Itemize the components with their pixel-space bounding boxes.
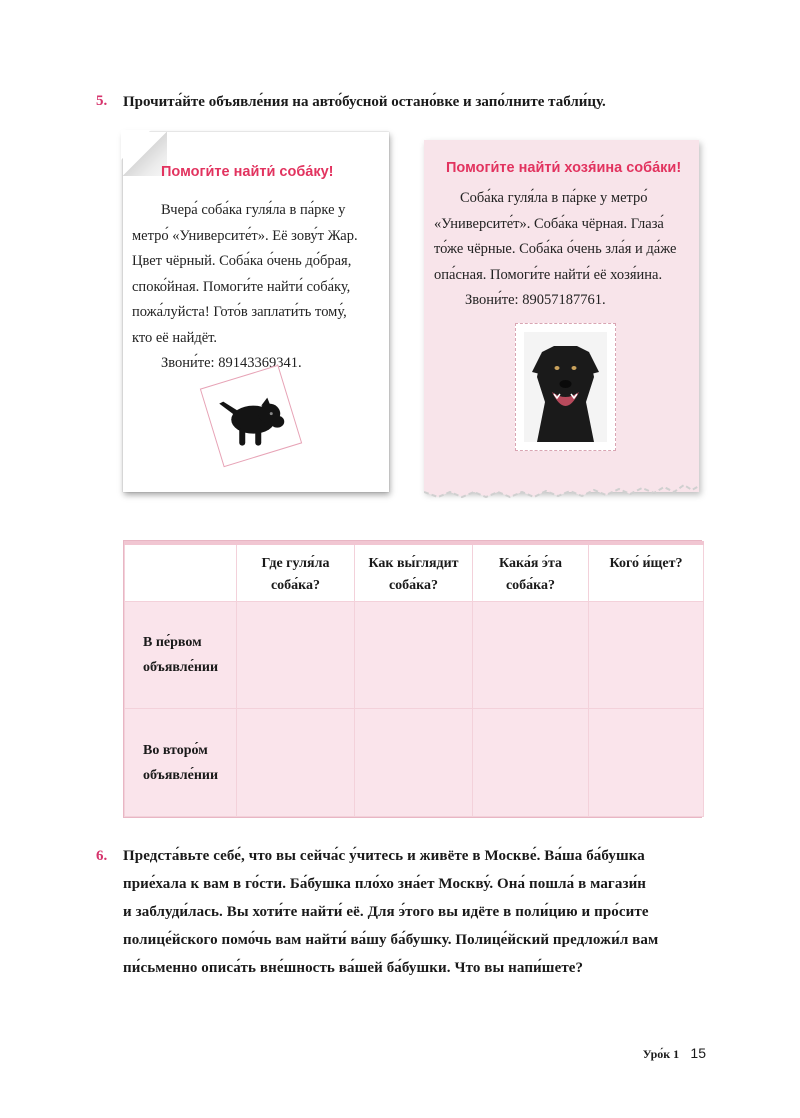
answer-cell[interactable] xyxy=(237,709,355,817)
notice-1-line: кто её найдёт. xyxy=(132,329,218,346)
task-6-line: и заблуди́лась. Вы хоти́те найти́ её. Для э́того вы идёте в поли́цию и про́сите xyxy=(123,904,649,920)
page-footer xyxy=(643,1045,706,1062)
page-number: 15 xyxy=(690,1045,706,1061)
dog-photo-2 xyxy=(515,323,616,451)
answer-cell[interactable] xyxy=(589,601,704,709)
notice-2-line: то́же чёрные. Соба́ка о́чень зла́я и да́же xyxy=(434,241,677,257)
task-6-text xyxy=(123,842,713,982)
table-header-character: Кака́я э́та соба́ка? xyxy=(473,543,589,601)
table-row xyxy=(125,601,704,709)
task-6-line: пи́сьменно описа́ть вне́шность ва́шей ба́бушки. Что вы напи́шете? xyxy=(123,960,584,976)
notice-2-title: Помоги́те найти́ хозя́ина соба́ки! xyxy=(446,160,682,176)
answer-cell[interactable] xyxy=(355,601,473,709)
answer-cell[interactable] xyxy=(473,709,589,817)
barking-dog-image xyxy=(524,332,607,442)
notice-1-body xyxy=(132,198,358,377)
black-dog-image xyxy=(211,376,293,458)
table-header-appearance: Как вы́глядит соба́ка? xyxy=(355,543,473,601)
lesson-label: Уро́к 1 xyxy=(642,1047,680,1061)
notice-1-line: споко́йная. Помоги́те найти́ соба́ку, xyxy=(132,278,351,295)
task-6-line: Предста́вьте себе́, что вы сейча́с у́читесь и живёте в Москве́. Ва́ша ба́бушка xyxy=(123,848,645,864)
notice-1-line: метро́ «Университе́т». Её зову́т Жар. xyxy=(132,227,358,244)
row-label-first: В пе́рвом объявле́нии xyxy=(125,601,237,709)
torn-edge xyxy=(424,470,709,504)
task-6-line: полице́йского помо́чь вам найти́ ва́шу ба́бушку. Полице́йский предложи́л вам xyxy=(123,932,659,948)
notice-2-line: опа́сная. Помоги́те найти́ её хозя́ина. xyxy=(434,266,663,283)
notice-2-line: Соба́ка гуля́ла в па́рке у метро́ xyxy=(460,190,648,206)
task-6-line: прие́хала к вам в го́сти. Ба́бушка пло́хо зна́ет Москву́. Она́ пошла́ в магази́н xyxy=(123,876,647,892)
answer-table xyxy=(123,540,702,818)
dog-photo-1 xyxy=(200,365,302,467)
notice-1-line: пожа́луйста! Гото́в заплати́ть тому́, xyxy=(132,304,347,320)
answer-cell[interactable] xyxy=(237,601,355,709)
task-5-instruction: Прочита́йте объявле́ния на авто́бусной остано́вке и запо́лните табли́цу. xyxy=(123,94,606,110)
table-header-where: Где гуля́ла соба́ка? xyxy=(237,543,355,601)
notice-1-title: Помоги́те найти́ соба́ку! xyxy=(161,164,334,180)
notice-1-line: Вчера́ соба́ка гуля́ла в па́рке у xyxy=(161,202,346,218)
notice-2-line: «Университе́т». Соба́ка чёрная. Глаза́ xyxy=(434,215,664,232)
notice-1-line: Цвет чёрный. Соба́ка о́чень до́брая, xyxy=(132,253,352,269)
table-header-who-searches: Кого́ и́щет? xyxy=(589,543,704,601)
notice-1-line: Звони́те: 89143369341. xyxy=(161,355,302,371)
answer-cell[interactable] xyxy=(473,601,589,709)
notice-2-body xyxy=(434,186,676,314)
row-label-second: Во второ́м объявле́нии xyxy=(125,709,237,817)
task-5-number: 5. xyxy=(96,93,108,109)
answer-cell[interactable] xyxy=(355,709,473,817)
task-6-number: 6. xyxy=(96,848,108,864)
answer-cell[interactable] xyxy=(589,709,704,817)
table-row xyxy=(125,709,704,817)
table-corner-cell xyxy=(125,543,237,601)
notice-2-line: Звони́те: 89057187761. xyxy=(465,292,606,308)
